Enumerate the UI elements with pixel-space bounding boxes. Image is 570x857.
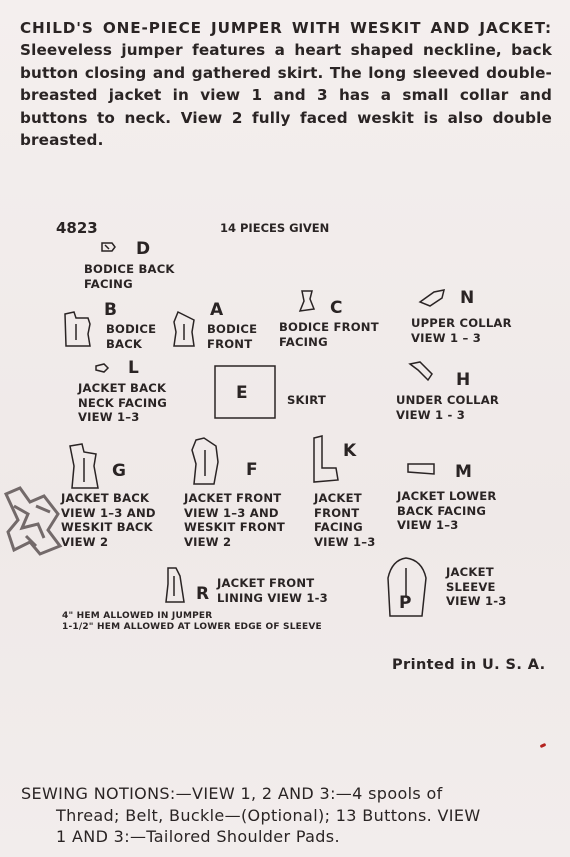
- piece-a-outline-icon: [170, 310, 198, 350]
- piece-r-label: JACKET FRONT LINING VIEW 1-3: [217, 576, 328, 605]
- piece-r-outline-icon: [162, 566, 188, 606]
- piece-r-letter: R: [196, 584, 210, 604]
- sewing-notions: [21, 783, 553, 848]
- piece-c-label: BODICE FRONT FACING: [279, 320, 379, 349]
- notions-line-2: Thread; Belt, Buckle—(Optional); 13 Buttons. VIEW: [56, 805, 481, 825]
- piece-d-letter: D: [136, 239, 151, 259]
- piece-g-label: JACKET BACK VIEW 1–3 AND WESKIT BACK VIEW 2: [61, 491, 156, 549]
- piece-f-label: JACKET FRONT VIEW 1–3 AND WESKIT FRONT VIEW 2: [184, 491, 286, 549]
- piece-c-outline-icon: [296, 289, 320, 315]
- hem-note-jumper: 4" HEM ALLOWED IN JUMPER: [62, 611, 213, 621]
- pattern-description: [20, 17, 552, 151]
- piece-a-label: BODICE FRONT: [207, 322, 258, 351]
- piece-b-label: BODICE BACK: [106, 322, 157, 351]
- pieces-given-label: 14 PIECES GIVEN: [220, 221, 330, 235]
- piece-k-label: JACKET FRONT FACING VIEW 1–3: [314, 491, 376, 549]
- piece-m-outline-icon: [406, 461, 438, 477]
- piece-e-letter: E: [236, 383, 248, 403]
- pattern-number: 4823: [56, 219, 98, 237]
- piece-k-letter: K: [343, 441, 357, 461]
- piece-n-outline-icon: [416, 288, 448, 310]
- piece-d-outline-icon: [100, 241, 118, 253]
- piece-p-letter: P: [399, 593, 412, 613]
- notions-line-3: 1 AND 3:—Tailored Shoulder Pads.: [56, 827, 340, 846]
- notions-line-1: SEWING NOTIONS:—VIEW 1, 2 AND 3:—4 spools of: [21, 784, 443, 803]
- red-ink-mark: [540, 743, 547, 748]
- piece-m-label: JACKET LOWER BACK FACING VIEW 1–3: [397, 489, 497, 532]
- piece-f-outline-icon: [190, 436, 224, 488]
- description-body: Sleeveless jumper features a heart shaped neckline, back button closing and gathered skirt. The long sleeved double-breasted jacket in view 1 and 3 has a small collar and buttons to neck. View 2 fully faced weskit is also double breasted.: [20, 41, 552, 150]
- piece-k-outline-icon: [310, 434, 342, 486]
- piece-d-label: BODICE BACK FACING: [84, 262, 175, 291]
- printed-in-label: Printed in U. S. A.: [392, 657, 546, 673]
- piece-a-letter: A: [210, 300, 224, 320]
- hem-note-sleeve: 1-1/2" HEM ALLOWED AT LOWER EDGE OF SLEEVE: [62, 622, 322, 632]
- piece-b-letter: B: [104, 300, 117, 320]
- piece-l-label: JACKET BACK NECK FACING VIEW 1–3: [78, 381, 167, 424]
- piece-m-letter: M: [455, 462, 472, 482]
- hem-notes: [62, 611, 322, 633]
- piece-g-letter: G: [112, 461, 126, 481]
- piece-h-label: UNDER COLLAR VIEW 1 - 3: [396, 393, 500, 422]
- piece-n-letter: N: [460, 288, 475, 308]
- piece-h-outline-icon: [406, 360, 436, 384]
- piece-e-label: SKIRT: [287, 393, 326, 407]
- piece-l-outline-icon: [94, 362, 112, 374]
- description-heading: CHILD'S ONE-PIECE JUMPER WITH WESKIT AND JACKET:: [20, 19, 552, 37]
- piece-h-letter: H: [456, 370, 471, 390]
- piece-n-label: UPPER COLLAR VIEW 1 – 3: [411, 316, 512, 345]
- piece-g-outline-icon: [66, 442, 102, 492]
- piece-f-letter: F: [246, 460, 258, 480]
- smudged-stamp-mark: [0, 484, 70, 560]
- piece-c-letter: C: [330, 298, 343, 318]
- piece-p-label: JACKET SLEEVE VIEW 1-3: [446, 565, 507, 608]
- piece-l-letter: L: [128, 358, 139, 378]
- piece-b-outline-icon: [62, 310, 94, 350]
